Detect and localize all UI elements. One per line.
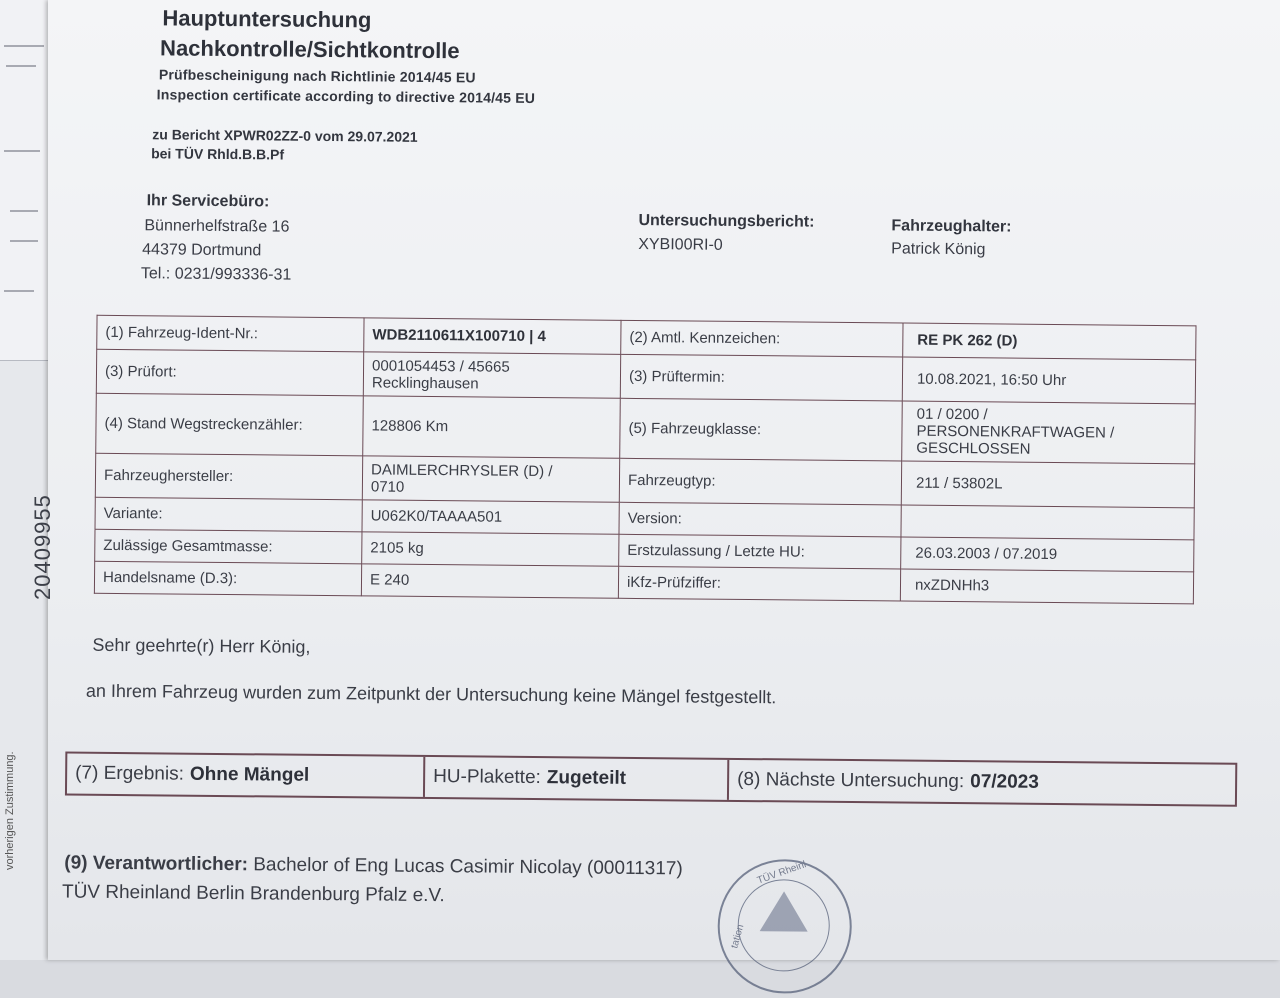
side-document-number: 20409955 xyxy=(30,494,55,600)
responsible-label: (9) Verantwortlicher: xyxy=(64,852,249,876)
check-digit-label: iKfz-Prüfziffer: xyxy=(618,566,900,601)
report-issuer: bei TÜV Rhld.B.B.Pf xyxy=(151,145,285,163)
report-label: Untersuchungsbericht: xyxy=(638,211,815,231)
vehicle-class-label: (5) Fahrzeugklasse: xyxy=(620,398,903,461)
vin-label: (1) Fahrzeug-Ident-Nr.: xyxy=(97,315,364,352)
vehicle-class-code: 01 / 0200 / xyxy=(916,405,988,424)
title-line-2: Nachkontrolle/Sichtkontrolle xyxy=(160,35,460,64)
version-label: Version: xyxy=(619,502,901,537)
table-row xyxy=(96,393,1196,464)
vehicle-holder-name: Patrick König xyxy=(891,240,986,259)
result-label: (7) Ergebnis: xyxy=(75,762,185,785)
title-line-1: Hauptuntersuchung xyxy=(162,5,372,33)
next-inspection-label: (8) Nächste Untersuchung: xyxy=(737,768,965,793)
manufacturer-name: DAIMLERCHRYSLER (D) / xyxy=(371,460,553,480)
official-stamp xyxy=(717,859,852,994)
sticker-value: Zugeteilt xyxy=(546,767,627,789)
service-city: 44379 Dortmund xyxy=(142,241,262,260)
service-office-label: Ihr Servicebüro: xyxy=(146,192,270,211)
vehicle-holder-label: Fahrzeughalter: xyxy=(891,217,1012,236)
inspection-place-id: 0001054453 / 45665 xyxy=(372,356,510,376)
manufacturer-value xyxy=(362,456,619,502)
manufacturer-label: Fahrzeughersteller: xyxy=(95,453,362,500)
manufacturer-code: 0710 xyxy=(370,477,405,496)
stamp-text-top: TÜV Rheinl xyxy=(755,859,808,887)
responsible-name: Bachelor of Eng Lucas Casimir Nicolay (00011317) xyxy=(253,854,683,880)
service-phone: Tel.: 0231/993336-31 xyxy=(140,265,292,284)
gross-mass-label: Zulässige Gesamtmasse: xyxy=(95,529,362,564)
result-value: Ohne Mängel xyxy=(189,763,310,786)
variant-value: U062K0/TAAAA501 xyxy=(362,500,619,534)
subtitle-en: Inspection certificate according to directive 2014/45 EU xyxy=(156,86,536,106)
report-reference: zu Bericht XPWR02ZZ-0 vom 29.07.2021 xyxy=(152,126,418,145)
result-box xyxy=(65,751,1237,806)
service-street: Bünnerhelfstraße 16 xyxy=(144,217,290,236)
variant-label: Variante: xyxy=(95,497,362,532)
inspection-place-city: Recklinghausen xyxy=(371,373,479,392)
inspection-date-value: 10.08.2021, 16:50 Uhr xyxy=(902,357,1195,404)
vin-value: WDB2110611X100710 | 4 xyxy=(364,318,621,354)
vehicle-class-value xyxy=(902,401,1196,464)
next-inspection-cell xyxy=(729,760,1235,805)
odometer-value: 128806 Km xyxy=(363,396,621,458)
sticker-cell xyxy=(425,757,729,800)
plate-label: (2) Amtl. Kennzeichen: xyxy=(621,320,903,357)
sticker-label: HU-Plakette: xyxy=(433,766,541,789)
side-note: vorherigen Zustimmung. xyxy=(4,751,16,870)
next-inspection-value: 07/2023 xyxy=(970,771,1039,793)
result-cell xyxy=(67,754,425,797)
trade-name-value: E 240 xyxy=(361,564,618,598)
vehicle-class-body: GESCHLOSSEN xyxy=(916,439,1031,458)
check-digit-value: nxZDNHh3 xyxy=(900,569,1193,604)
subtitle-de: Prüfbescheinigung nach Richtlinie 2014/45 EU xyxy=(158,66,476,86)
odometer-label: (4) Stand Wegstreckenzähler: xyxy=(96,393,364,456)
inspection-date-label: (3) Prüftermin: xyxy=(620,354,902,401)
vehicle-type-label: Fahrzeugtyp: xyxy=(619,458,901,505)
plate-value: RE PK 262 (D) xyxy=(903,323,1196,360)
responsible-line xyxy=(64,852,683,880)
gross-mass-value: 2105 kg xyxy=(362,532,619,566)
inspection-place-label: (3) Prüfort: xyxy=(96,349,363,396)
stamp-emblem xyxy=(760,891,808,931)
responsible-organization: TÜV Rheinland Berlin Brandenburg Pfalz e.V. xyxy=(61,881,445,907)
registration-label: Erstzulassung / Letzte HU: xyxy=(619,534,901,569)
registration-value: 26.03.2003 / 07.2019 xyxy=(901,537,1194,572)
inspection-place-value xyxy=(363,352,620,398)
vehicle-data-table xyxy=(94,315,1197,605)
report-number: XYBI00RI-0 xyxy=(638,235,723,254)
vehicle-type-value: 211 / 53802L xyxy=(901,461,1194,508)
vehicle-class-type: PERSONENKRAFTWAGEN / xyxy=(916,422,1115,442)
salutation: Sehr geehrte(r) Herr König, xyxy=(92,634,311,657)
stamp-text-bottom: tation xyxy=(729,923,747,950)
letter-body: an Ihrem Fahrzeug wurden zum Zeitpunkt der Untersuchung keine Mängel festgestellt. xyxy=(85,680,777,708)
trade-name-label: Handelsname (D.3): xyxy=(94,561,361,596)
version-value xyxy=(901,505,1194,540)
